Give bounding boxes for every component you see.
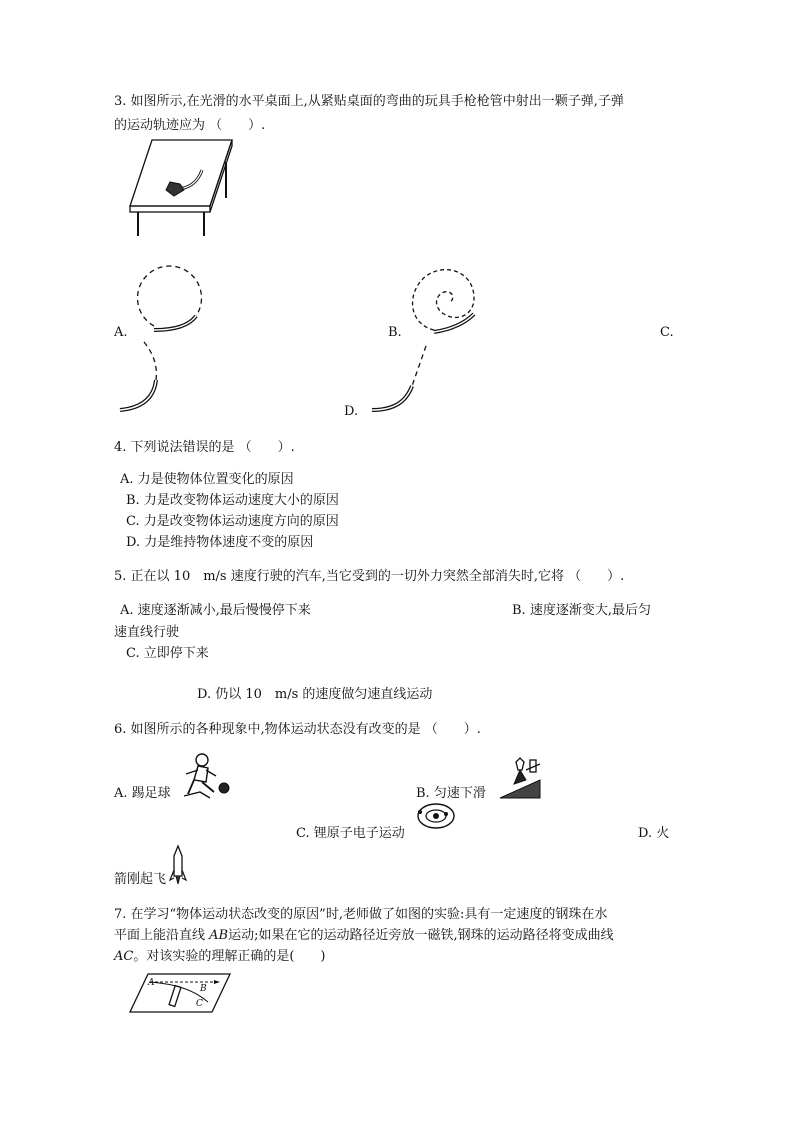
lithium-atom-figure (416, 802, 456, 830)
q3-option-c-label[interactable]: C. (660, 325, 674, 340)
q5-option-b-continued: 速直线行驶 (114, 625, 180, 640)
trajectory-option-b (404, 262, 482, 338)
q6-option-b[interactable]: B. 匀速下滑 (416, 786, 486, 801)
q7-segment-ac: AC (114, 949, 134, 964)
slide-down-figure (496, 756, 546, 800)
table-toy-gun-figure (128, 138, 240, 238)
q6-stem: 6. 如图所示的各种现象中,物体运动状态没有改变的是 （ ）. (114, 722, 481, 737)
q3-option-d-label[interactable]: D. (344, 404, 359, 419)
q7-segment-ab: AB (209, 928, 229, 943)
q5-option-c[interactable]: C. 立即停下来 (126, 646, 209, 661)
q6-option-a[interactable]: A. 踢足球 (114, 786, 171, 801)
q4-stem: 4. 下列说法错误的是 （ ）. (114, 440, 295, 455)
q6-option-d-continued: 箭刚起飞 (114, 872, 167, 887)
trajectory-option-c (114, 340, 164, 416)
q7-stem-line3 (114, 949, 326, 965)
q7-line2-suffix: 运动;如果在它的运动路径近旁放一磁铁,钢珠的运动路径将变成曲线 (228, 928, 614, 943)
q6-option-d[interactable]: D. 火 (638, 826, 670, 841)
q5-option-d[interactable]: D. 仍以 10 m/s 的速度做匀速直线运动 (197, 687, 433, 702)
q6-option-c[interactable]: C. 锂原子电子运动 (296, 826, 405, 841)
figure-label-c: C (196, 999, 203, 1009)
figure-label-a: A (148, 978, 155, 988)
q3-stem-line1: 3. 如图所示,在光滑的水平桌面上,从紧贴桌面的弯曲的玩具手枪枪管中射出一颗子弹,子弹 (114, 94, 624, 109)
q7-line2-prefix: 平面上能沿直线 (114, 928, 210, 943)
kick-football-figure (180, 752, 232, 802)
q3-stem-line2: 的运动轨迹应为 （ ）. (114, 118, 266, 133)
q5-option-a[interactable]: A. 速度逐渐减小,最后慢慢停下来 (120, 603, 311, 618)
magnet-experiment-figure (128, 972, 232, 1014)
figure-label-b: B (200, 984, 207, 994)
q4-option-c[interactable]: C. 力是改变物体运动速度方向的原因 (126, 514, 339, 529)
q3-option-a-label[interactable]: A. (114, 325, 128, 340)
trajectory-option-d (364, 344, 434, 416)
trajectory-option-a (130, 260, 210, 336)
q4-option-a[interactable]: A. 力是使物体位置变化的原因 (120, 472, 294, 487)
q4-option-d[interactable]: D. 力是维持物体速度不变的原因 (126, 535, 314, 550)
q5-option-b[interactable]: B. 速度逐渐变大,最后匀 (512, 603, 651, 618)
q3-option-b-label[interactable]: B. (388, 325, 402, 340)
q7-line3-suffix: 。对该实验的理解正确的是( ) (133, 949, 326, 964)
rocket-figure (168, 844, 188, 886)
q4-option-b[interactable]: B. 力是改变物体运动速度大小的原因 (126, 493, 339, 508)
q7-stem-line1: 7. 在学习“物体运动状态改变的原因”时,老师做了如图的实验:具有一定速度的钢珠在水 (114, 907, 608, 922)
q5-stem: 5. 正在以 10 m/s 速度行驶的汽车,当它受到的一切外力突然全部消失时,它将 （ ）. (114, 569, 625, 584)
q7-stem-line2 (114, 928, 614, 944)
